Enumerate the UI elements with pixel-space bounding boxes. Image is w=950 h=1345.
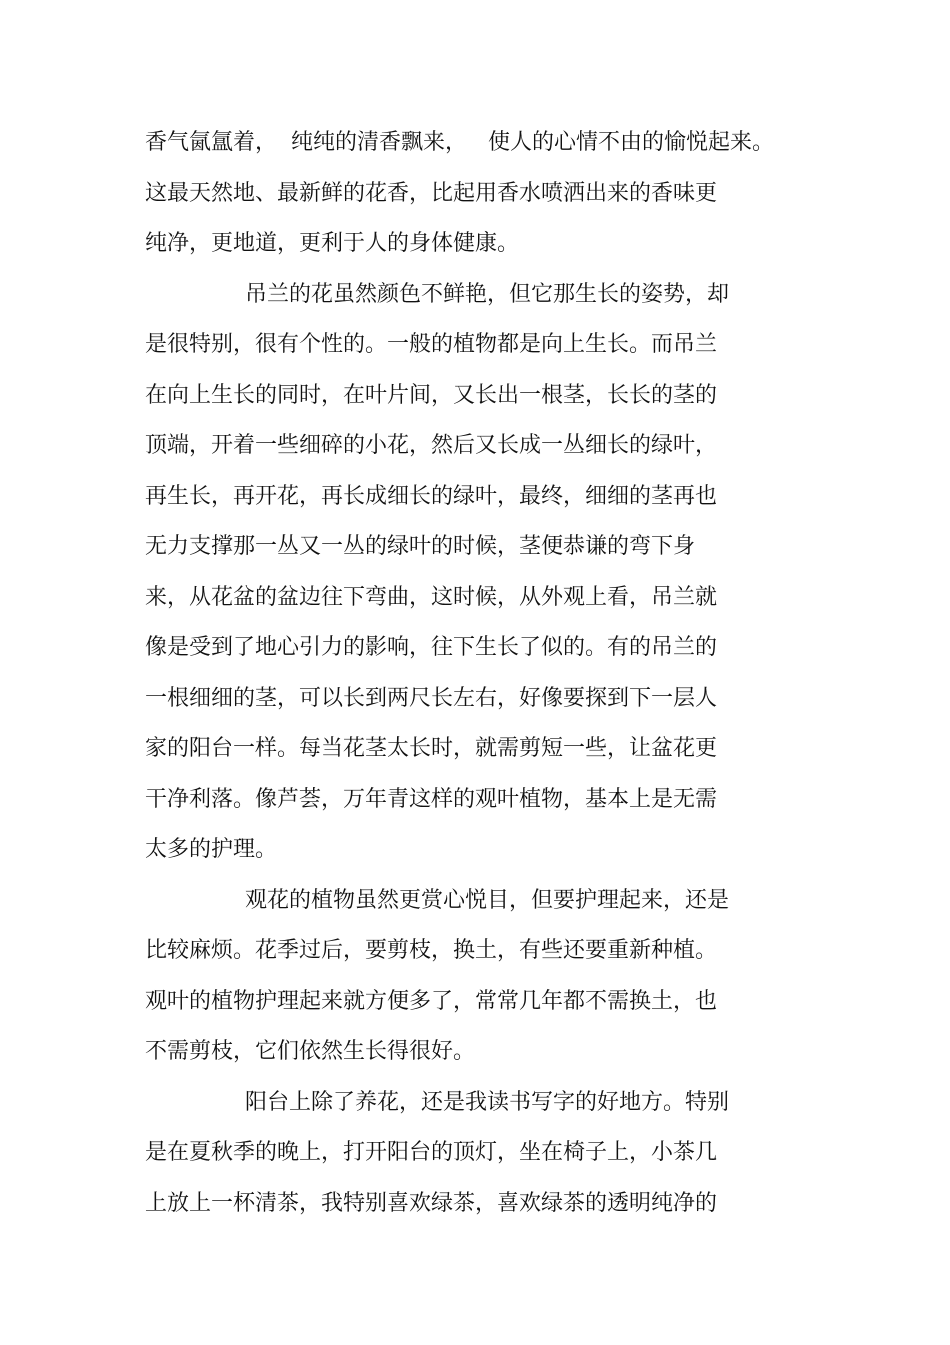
text-line: 是很特别，很有个性的。一般的植物都是向上生长。而吊兰 bbox=[145, 332, 718, 357]
text-line: 太多的护理。 bbox=[145, 837, 278, 862]
text-line: 无力支撑那一丛又一丛的绿叶的时候，茎便恭谦的弯下身 bbox=[145, 534, 696, 559]
text-line: 一根细细的茎，可以长到两尺长左右，好像要探到下一层人 bbox=[145, 685, 718, 711]
text-line: 纯净，更地道，更利于人的身体健康。 bbox=[145, 231, 520, 256]
text-line: 像是受到了地心引力的影响，往下生长了似的。有的吊兰的 bbox=[145, 635, 718, 660]
text-line: 阳台上除了养花，还是我读书写字的好地方。特别 bbox=[245, 1089, 730, 1115]
body-text bbox=[145, 118, 805, 1229]
text-line: 这最天然地、最新鲜的花香，比起用香水喷洒出来的香味更 bbox=[145, 180, 718, 206]
text-line: 不需剪枝，它们依然生长得很好。 bbox=[145, 1039, 476, 1064]
text-line: 吊兰的花虽然颜色不鲜艳，但它那生长的姿势，却 bbox=[245, 281, 730, 307]
text-line: 比较麻烦。花季过后，要剪枝，换土，有些还要重新种植。 bbox=[145, 938, 718, 963]
text-line: 再生长，再开花，再长成细长的绿叶，最终，细细的茎再也 bbox=[145, 483, 718, 509]
text-line: 家的阳台一样。每当花茎太长时，就需剪短一些，让盆花更 bbox=[145, 736, 718, 761]
text-line: 观叶的植物护理起来就方便多了，常常几年都不需换土，也 bbox=[145, 988, 718, 1014]
text-line: 来，从花盆的盆边往下弯曲，这时候，从外观上看，吊兰就 bbox=[145, 584, 718, 610]
text-line: 上放上一杯清茶，我特别喜欢绿茶，喜欢绿茶的透明纯净的 bbox=[145, 1190, 718, 1216]
text-line: 干净利落。像芦荟，万年青这样的观叶植物，基本上是无需 bbox=[145, 786, 718, 812]
text-line: 观花的植物虽然更赏心悦目，但要护理起来，还是 bbox=[245, 887, 730, 913]
text-line: 香气氤氲着， 纯纯的清香飘来， 使人的心情不由的愉悦起来。 bbox=[145, 130, 774, 155]
text-line: 顶端，开着一些细碎的小花，然后又长成一丛细长的绿叶， bbox=[145, 433, 718, 458]
text-line: 在向上生长的同时，在叶片间，又长出一根茎，长长的茎的 bbox=[145, 382, 718, 408]
text-line: 是在夏秋季的晚上，打开阳台的顶灯，坐在椅子上，小茶几 bbox=[145, 1140, 718, 1165]
